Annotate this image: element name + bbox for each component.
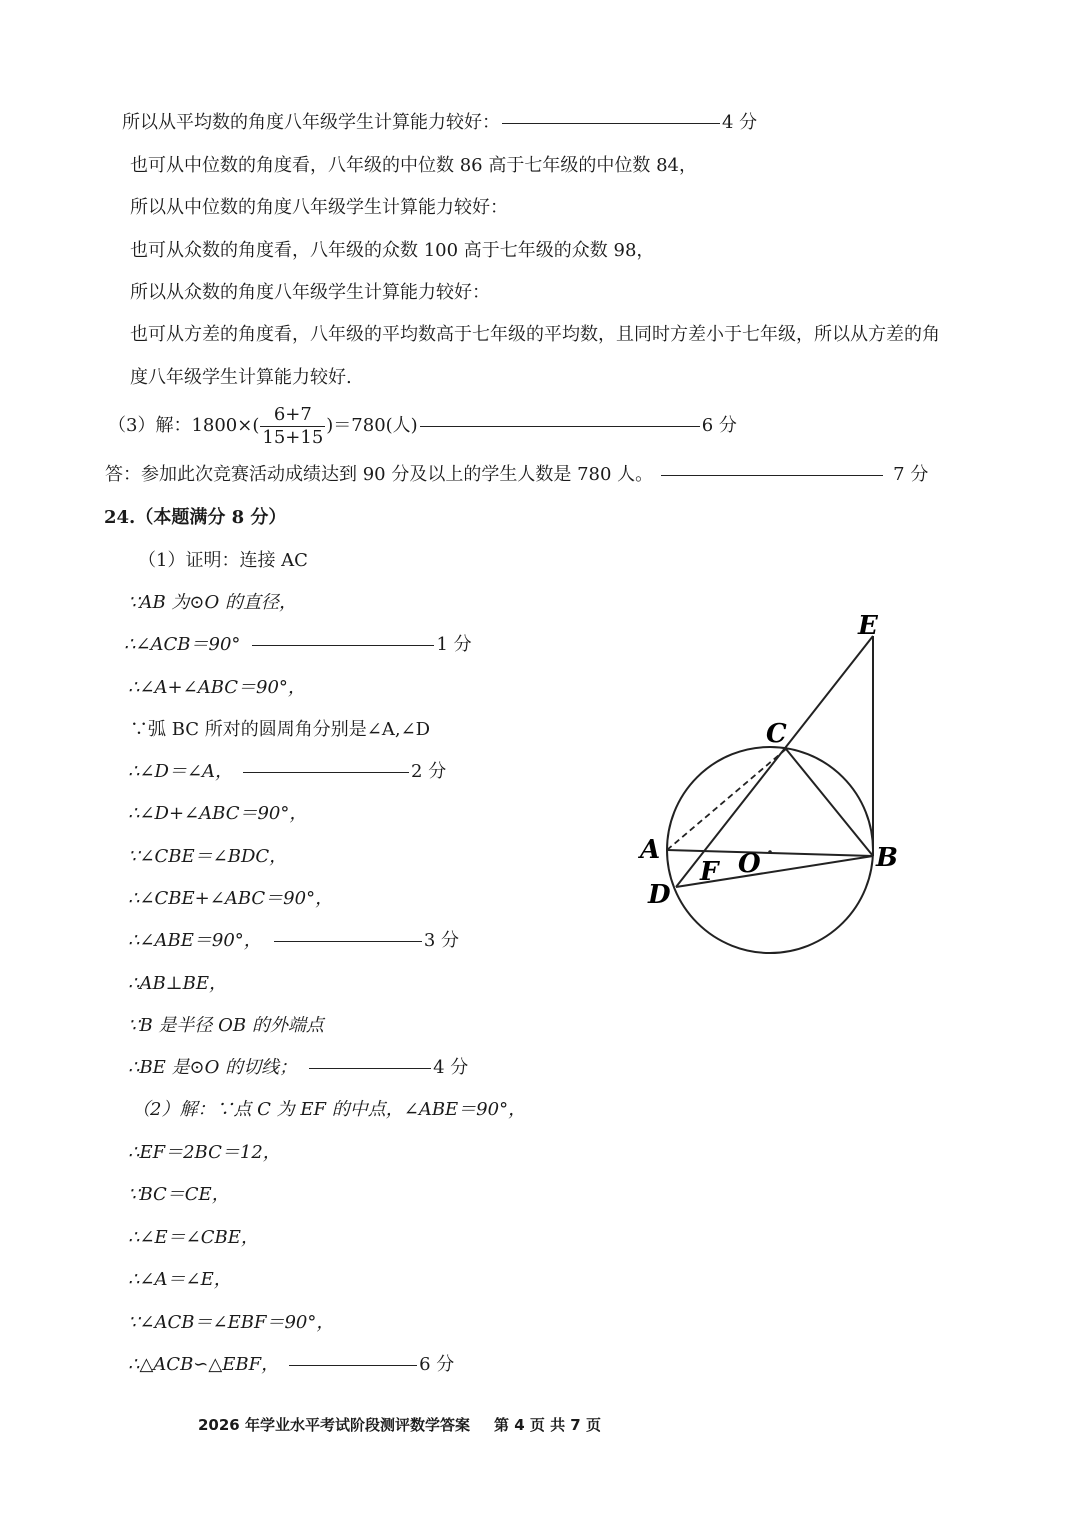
text-line: 也可从众数的角度看，八年级的众数 100 高于七年级的众数 98， [130, 240, 655, 261]
label-a: A [640, 835, 661, 865]
step-text: ∴∠ACB＝90° [124, 634, 241, 655]
text-line: 所以从众数的角度八年级学生计算能力较好： [130, 282, 490, 303]
proof-step: ∴∠D+∠ABC＝90°， [128, 803, 308, 824]
step-text: ∴△ACB∽△EBF， [128, 1354, 280, 1375]
proof-step: ∵弧 BC 所对的圆周角分别是∠A,∠D [130, 719, 431, 740]
proof-step: ∴∠CBE+∠ABC＝90°， [128, 888, 334, 909]
fraction-denominator: 15+15 [262, 426, 324, 448]
step-text: ∴∠D＝∠A， [128, 761, 234, 782]
label-o: O [738, 849, 761, 879]
label-e: E [858, 611, 878, 641]
calc-prefix: （3）解：1800×( [108, 415, 260, 436]
segment-ac-dashed [667, 749, 786, 850]
segment-de [676, 636, 873, 887]
fraction-numerator: 6+7 [260, 404, 325, 427]
solution-step: ∵∠ACB＝∠EBF＝90°， [128, 1312, 335, 1333]
page-footer [198, 1413, 601, 1437]
proof-step: ∵AB 为⊙O 的直径， [128, 592, 297, 613]
step-text: ∴∠ABE＝90°， [128, 930, 262, 951]
text-line: 度八年级学生计算能力较好. [130, 367, 352, 388]
label-d: D [648, 880, 671, 910]
proof-step: ∵∠CBE＝∠BDC， [128, 846, 288, 867]
step-text: ∴BE 是⊙O 的切线； [128, 1057, 298, 1078]
solution-step: ∵BC＝CE， [128, 1184, 230, 1205]
solution-step: ∴EF＝2BC＝12， [128, 1142, 281, 1163]
label-c: C [766, 719, 787, 749]
score-label: 4 分 [722, 112, 758, 133]
proof-step: ∵B 是半径 OB 的外端点 [128, 1015, 324, 1036]
part-heading: （2）解：∵点 C 为 EF 的中点，∠ABE＝90°， [132, 1099, 527, 1120]
score-label: 3 分 [423, 930, 459, 951]
score-label: 4 分 [433, 1057, 469, 1078]
calc-suffix: )＝780(人) [326, 415, 418, 436]
label-b: B [876, 843, 898, 873]
score-label: 2 分 [411, 761, 447, 782]
solution-step: ∴∠A＝∠E， [128, 1269, 232, 1290]
part-heading: （1）证明：连接 AC [138, 550, 308, 571]
footer-page-number: 第 4 页 共 7 页 [493, 1416, 601, 1434]
solution-step: ∴∠E＝∠CBE， [128, 1227, 259, 1248]
text-line: 也可从方差的角度看，八年级的平均数高于七年级的平均数，且同时方差小于七年级，所以从方差的角 [130, 324, 940, 345]
score-label: 1 分 [436, 634, 472, 655]
question-title: 24.（本题满分 8 分） [104, 507, 287, 528]
answer-text: 答：参加此次竞赛活动成绩达到 90 分及以上的学生人数是 780 人。 [105, 464, 654, 485]
proof-step: ∴AB⊥BE， [128, 973, 227, 994]
score-label: 7 分 [893, 464, 929, 485]
conclusion-mean: 所以从平均数的角度八年级学生计算能力较好： [122, 112, 500, 133]
score-label: 6 分 [419, 1354, 455, 1375]
center-point [768, 850, 772, 854]
text-line: 也可从中位数的角度看，八年级的中位数 86 高于七年级的中位数 84， [130, 155, 697, 176]
proof-step: ∴∠A+∠ABC＝90°， [128, 677, 306, 698]
text-line: 所以从中位数的角度八年级学生计算能力较好： [130, 197, 508, 218]
score-label: 6 分 [701, 415, 737, 436]
label-f: F [700, 857, 719, 887]
footer-title: 2026 年学业水平考试阶段测评数学答案 [198, 1416, 470, 1434]
